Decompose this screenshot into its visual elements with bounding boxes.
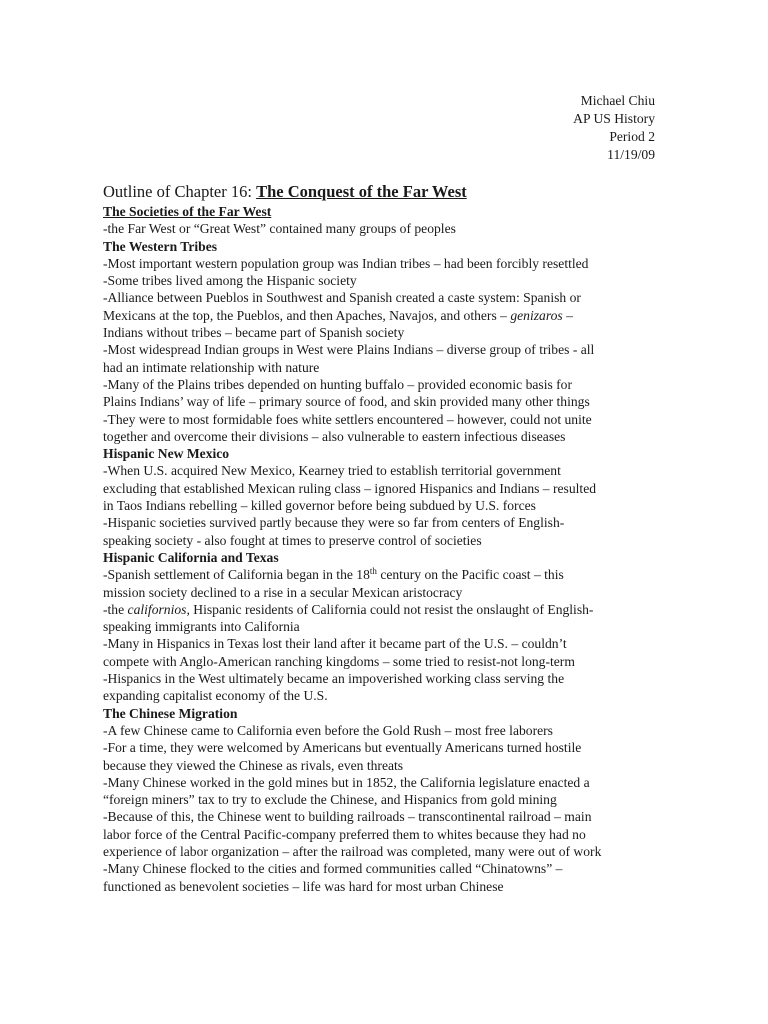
outline-line: -Because of this, the Chinese went to building railroads – transcontinental railroad – main: [103, 809, 592, 825]
outline-line: -They were to most formidable foes white settlers encountered – however, could not unite: [103, 411, 592, 427]
outline-line: -Many in Hispanics in Texas lost their land after it became part of the U.S. – couldn’t: [103, 636, 567, 652]
outline-line: -Most widespread Indian groups in West were Plains Indians – diverse group of tribes - all: [103, 342, 595, 358]
outline-line: Plains Indians’ way of life – primary source of food, and skin provided many other things: [103, 394, 590, 410]
outline-line: expanding capitalist economy of the U.S.: [103, 688, 328, 704]
section-heading: The Chinese Migration: [103, 705, 238, 721]
outline-line: -Hispanics in the West ultimately became an impoverished working class serving the: [103, 671, 565, 687]
document-title: [103, 181, 663, 203]
outline-line: speaking immigrants into California: [103, 619, 300, 635]
outline-line: speaking society - also fought at times to preserve control of societies: [103, 532, 482, 548]
section-heading: The Societies of the Far West: [103, 204, 272, 219]
document-date: 11/19/09: [607, 147, 655, 162]
author-name: Michael Chiu: [580, 93, 655, 108]
outline-line: labor force of the Central Pacific-company preferred them to whites because they had no: [103, 826, 586, 842]
outline-line: -When U.S. acquired New Mexico, Kearney tried to establish territorial government: [103, 463, 561, 479]
outline-line: -Many Chinese worked in the gold mines but in 1852, the California legislature enacted a: [103, 774, 590, 790]
outline-line: “foreign miners” tax to try to exclude the Chinese, and Hispanics from gold mining: [103, 792, 557, 808]
outline-body: [103, 181, 663, 895]
section-heading: The Western Tribes: [103, 238, 218, 254]
outline-line: -the Far West or “Great West” contained many groups of peoples: [103, 221, 456, 237]
outline-line: because they viewed the Chinese as rivals, even threats: [103, 757, 404, 773]
line-text: , Hispanic residents of California could not resist the onslaught of English-: [186, 601, 594, 617]
class-period: Period 2: [609, 129, 655, 144]
outline-line: -Hispanic societies survived partly because they were so far from centers of English-: [103, 515, 565, 531]
outline-line: had an intimate relationship with nature: [103, 359, 320, 375]
ordinal-suffix: th: [369, 566, 377, 577]
course-name: AP US History: [573, 111, 655, 126]
outline-line: -Most important western population group was Indian tribes – had been forcibly resettled: [103, 255, 589, 271]
outline-line: -Some tribes lived among the Hispanic society: [103, 273, 357, 289]
outline-line: -Many of the Plains tribes depended on hunting buffalo – provided economic basis for: [103, 376, 573, 392]
outline-line: in Taos Indians rebelling – killed governor before being subdued by U.S. forces: [103, 498, 536, 514]
outline-line: together and overcome their divisions – also vulnerable to eastern infectious diseases: [103, 428, 566, 444]
line-text: -the: [103, 601, 128, 617]
title-prefix: Outline of Chapter 16:: [103, 182, 257, 201]
line-text: century on the Pacific coast – this: [376, 567, 564, 583]
italic-term: californios: [127, 601, 187, 617]
author-header: [573, 92, 655, 164]
outline-line: [103, 566, 663, 583]
outline-line: Indians without tribes – became part of Spanish society: [103, 325, 405, 341]
outline-line: excluding that established Mexican ruling class – ignored Hispanics and Indians – resulted: [103, 480, 597, 496]
outline-line: compete with Anglo-American ranching kingdoms – some tried to resist-not long-term: [103, 653, 575, 669]
outline-line: functioned as benevolent societies – life was hard for most urban Chinese: [103, 878, 504, 894]
outline-line: -Alliance between Pueblos in Southwest and Spanish created a caste system: Spanish or: [103, 290, 581, 306]
outline-line: -For a time, they were welcomed by Americans but eventually Americans turned hostile: [103, 740, 582, 756]
outline-line: mission society declined to a rise in a secular Mexican aristocracy: [103, 584, 463, 600]
section-heading: Hispanic California and Texas: [103, 549, 279, 565]
line-text: Mexicans at the top, the Pueblos, and then Apaches, Navajos, and others –: [103, 307, 511, 323]
title-main: The Conquest of the Far West: [256, 182, 467, 201]
line-text: -Spanish settlement of California began in the 18: [103, 567, 370, 583]
outline-line: [103, 601, 663, 618]
outline-line: experience of labor organization – after the railroad was completed, many were out of work: [103, 843, 602, 859]
outline-line: -A few Chinese came to California even before the Gold Rush – most free laborers: [103, 722, 553, 738]
outline-line: -Many Chinese flocked to the cities and formed communities called “Chinatowns” –: [103, 861, 563, 877]
line-text: –: [562, 307, 573, 323]
italic-term: genizaros: [510, 307, 563, 323]
outline-line: [103, 307, 663, 324]
section-heading: Hispanic New Mexico: [103, 446, 230, 462]
